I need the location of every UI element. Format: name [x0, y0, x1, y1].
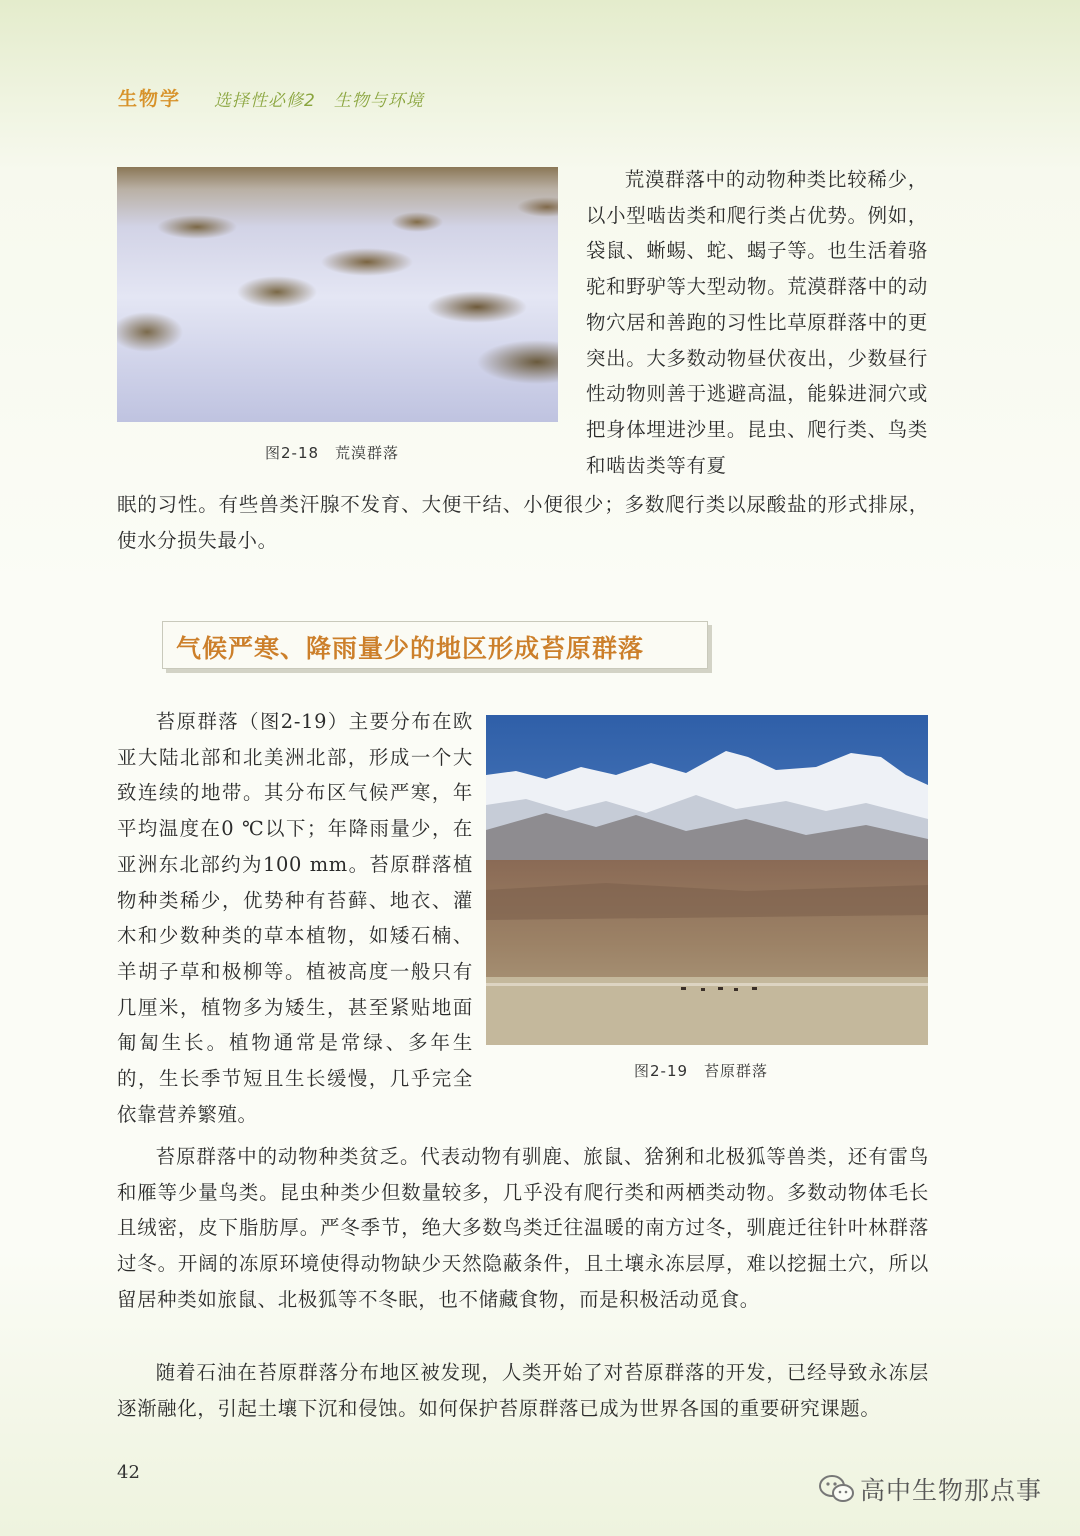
paragraph-tundra-intro: 苔原群落（图2-19）主要分布在欧亚大陆北部和北美洲北部，形成一个大致连续的地带。其分布区气候严寒，年平均温度在0 ℃以下；年降雨量少，在亚洲东北部约为100 mm。苔原群落植物种类稀少，优势种有苔藓、地衣、灌木和少数种类的草本植物，如矮石楠、羊胡子草和极柳等。植被高度一般只有几厘米，植物多为矮生，甚至紧贴地面匍匐生长。植物通常是常绿、多年生的，生长季节短且生长缓慢，几乎完全依靠营养繁殖。: [117, 710, 473, 1126]
paragraph-desert-animals-cont: 眠的习性。有些兽类汗腺不发育、大便干结、小便很少；多数爬行类以尿酸盐的形式排尿，使水分损失最小。: [117, 493, 929, 552]
page-number: 42: [117, 1462, 140, 1483]
paragraph-tundra-animals: 苔原群落中的动物种类贫乏。代表动物有驯鹿、旅鼠、猞猁和北极狐等兽类，还有雷鸟和雁等少量鸟类。昆虫种类少但数量较多，几乎没有爬行类和两栖类动物。多数动物体毛长且绒密，皮下脂肪厚。严冬季节，绝大多数鸟类迁往温暖的南方过冬，驯鹿迁往针叶林群落过冬。开阔的冻原环境使得动物缺少天然隐蔽条件，且土壤永冻层厚，难以挖掘土穴，所以留居种类如旅鼠、北极狐等不冬眠，也不储藏食物，而是积极活动觅食。: [117, 1145, 929, 1311]
header-subject: 生物学: [118, 88, 182, 110]
watermark-text: 高中生物那点事: [860, 1476, 1043, 1505]
paragraph-desert-animals: 荒漠群落中的动物种类比较稀少，以小型啮齿类和爬行类占优势。例如，袋鼠、蜥蜴、蛇、蝎子等。也生活着骆驼和野驴等大型动物。荒漠群落中的动物穴居和善跑的习性比草原群落中的更突出。大多数动物昼伏夜出，少数昼行性动物则善于逃避高温，能躲进洞穴或把身体埋进沙里。昆虫、爬行类、鸟类和啮齿类等有夏: [586, 168, 928, 477]
figure-caption-2-19: 图2-19 苔原群落: [634, 1062, 769, 1080]
section-heading: 气候严寒、降雨量少的地区形成苔原群落: [176, 634, 645, 663]
wechat-icon: [818, 1474, 856, 1504]
desert-community-photo: [117, 167, 558, 422]
paragraph-tundra-protection: 随着石油在苔原群落分布地区被发现，人类开始了对苔原群落的开发，已经导致永冻层逐渐融化，引起土壤下沉和侵蚀。如何保护苔原群落已成为世界各国的重要研究课题。: [117, 1361, 929, 1420]
header-book-title: 选择性必修2 生物与环境: [214, 91, 424, 111]
figure-caption-2-18: 图2-18 荒漠群落: [265, 444, 400, 462]
tundra-community-photo: [486, 715, 928, 1045]
